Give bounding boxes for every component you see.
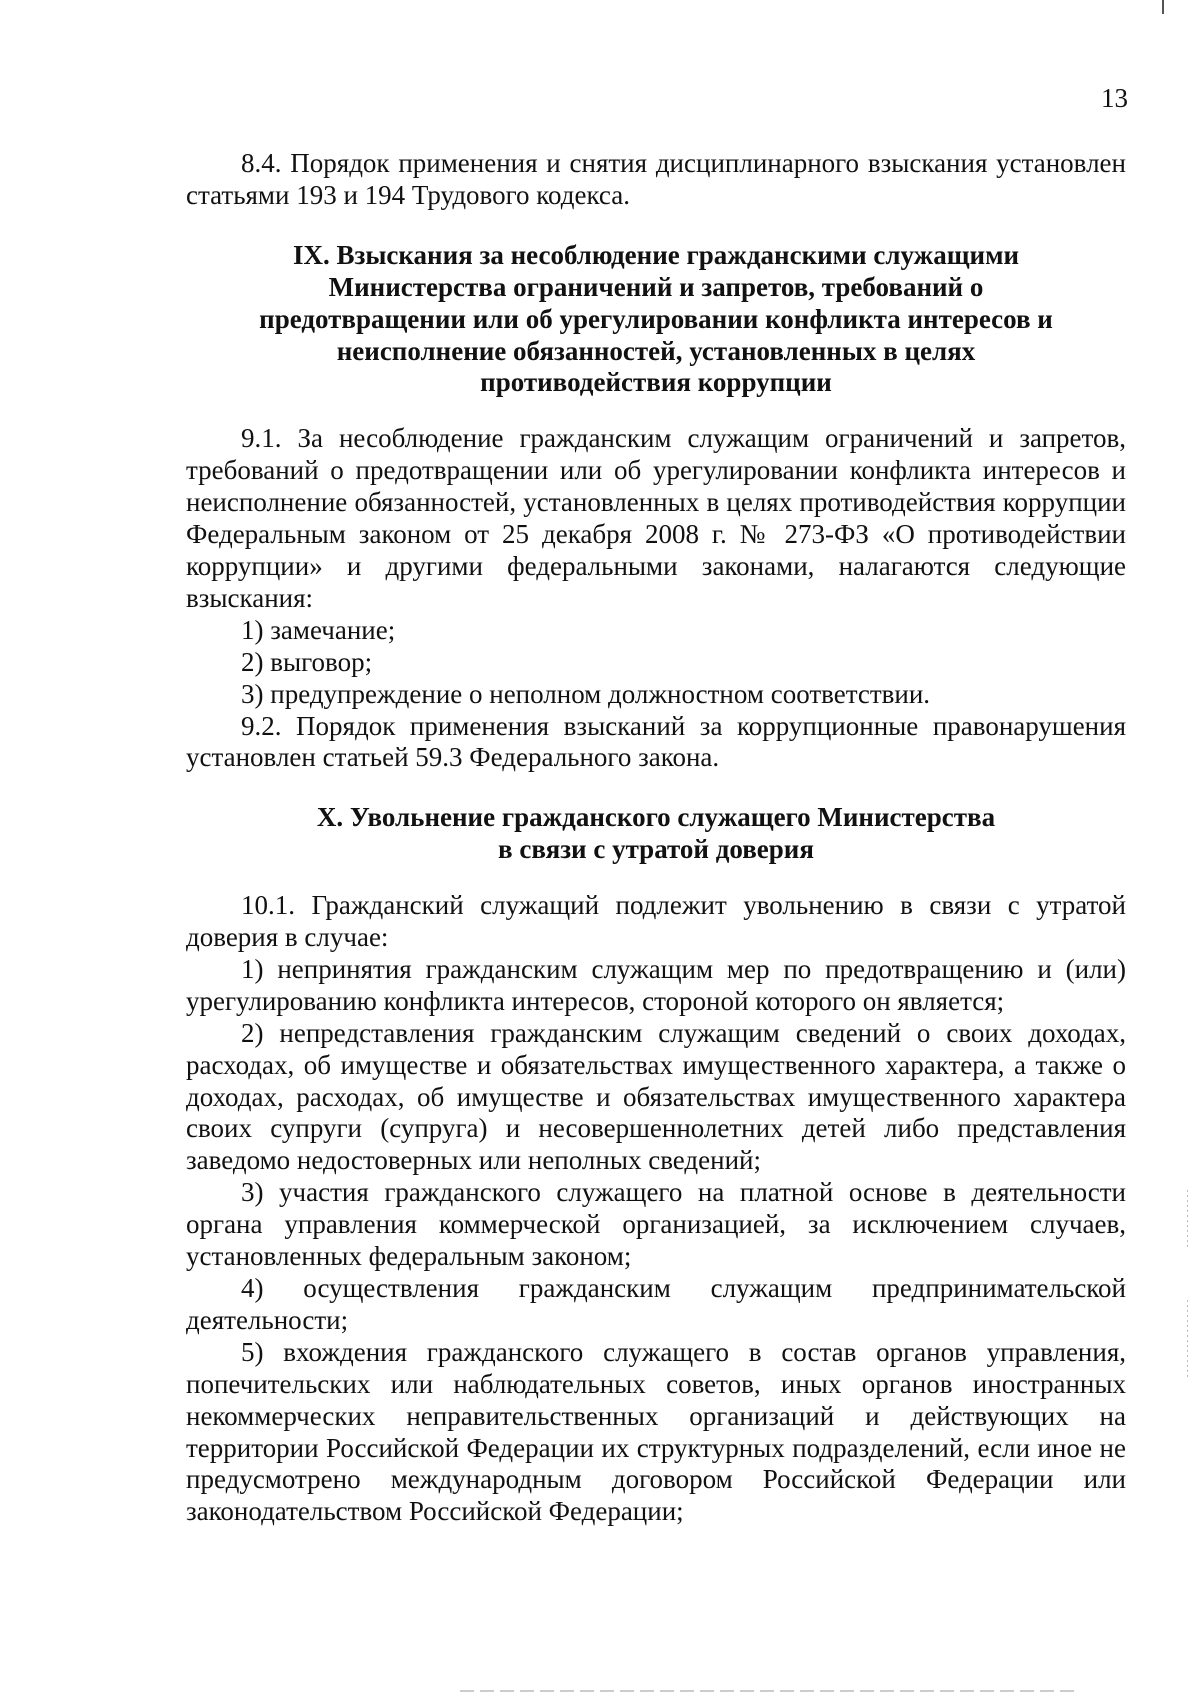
list-item: 3) участия гражданского служащего на платной основе в деятельности органа управления коммерческой организацией, за исключением случаев, установленных федеральным законом; — [186, 1177, 1126, 1272]
paragraph-9-1: 9.1. За несоблюдение гражданским служащим ограничений и запретов, требований о предотвращении или об урегулировании конфликта интересов и неисполнение обязанностей, установленных в целях противодействия коррупции Федеральным законом от 25 декабря 2008 г. № 273-ФЗ «О противодействии коррупции» и другими федеральными законами, налагаются следующие взыскания: — [186, 423, 1126, 613]
scan-mark — [460, 1690, 1080, 1692]
page-number: 13 — [1101, 83, 1128, 113]
list-item: 3) предупреждение о неполном должностном соответствии. — [241, 678, 931, 709]
paragraph-9-2: 9.2. Порядок применения взысканий за коррупционные правонарушения установлен статьей 59.3 Федерального закона. — [186, 710, 1126, 773]
paragraph-10-1: 10.1. Гражданский служащий подлежит увольнению в связи с утратой доверия в случае: — [186, 890, 1126, 953]
scan-mark — [1187, 1300, 1188, 1380]
section-x-title — [186, 802, 1126, 866]
section-x-title-line: X. Увольнение гражданского служащего Министерства — [316, 802, 996, 833]
list-item: 1) непринятия гражданским служащим мер по предотвращению и (или) урегулированию конфликта интересов, стороной которого он является; — [186, 953, 1126, 1016]
scan-mark — [1187, 1190, 1188, 1250]
list-item: 1) замечание; — [241, 614, 396, 645]
list-item: 4) осуществления гражданским служащим предпринимательской деятельности; — [186, 1273, 1126, 1335]
scan-mark — [1162, 0, 1164, 14]
list-item: 2) выговор; — [241, 646, 373, 677]
list-item: 2) непредставления гражданским служащим сведений о своих доходах, расходах, об имуществе и обязательствах имущественного характера, а также о доходах, расходах, об имуществе и обязательствах имущественного характера своих супруги (супруга) и несовершеннолетних детей либо представления заведомо недостоверных или неполных сведений; — [186, 1017, 1126, 1176]
list-item: 5) вхождения гражданского служащего в состав органов управления, попечительских или наблюдательных советов, иных органов иностранных некоммерческих неправительственных организаций и действующих на территории Российской Федерации их структурных подразделений, если иное не предусмотрено международным договором Российской Федерации или законодательством Российской Федерации; — [186, 1336, 1126, 1527]
document-body — [186, 148, 1126, 1528]
section-ix-title: IX. Взыскания за несоблюдение гражданскими служащими Министерства ограничений и запретов, требований о предотвращении или об урегулировании конфликта интересов и неисполнение обязанностей, установленных в целях противодействия коррупции — [259, 239, 1053, 398]
paragraph-8-4: 8.4. Порядок применения и снятия дисциплинарного взыскания установлен статьями 193 и 194 Трудового кодекса. — [186, 148, 1126, 210]
section-x-title-line: в связи с утратой доверия — [498, 834, 814, 865]
